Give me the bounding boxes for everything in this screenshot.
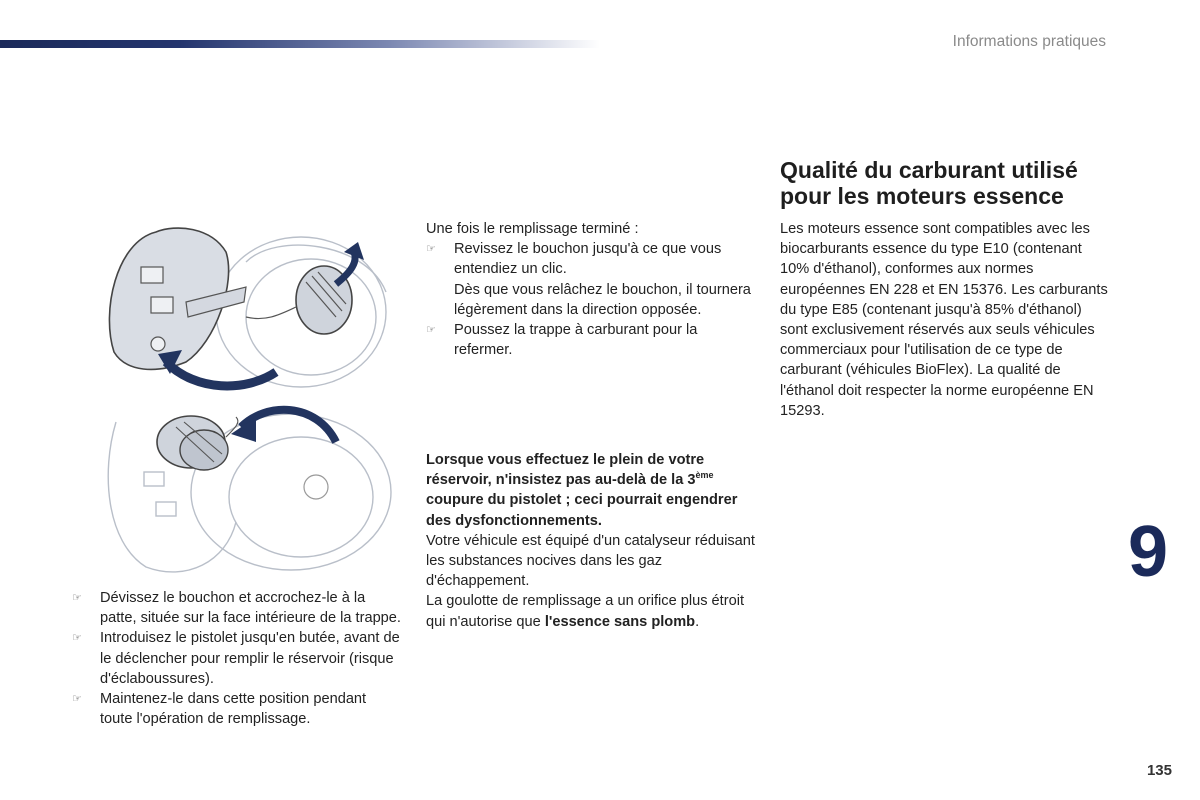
list-item <box>72 588 402 628</box>
pointing-hand-icon: ☞ <box>72 632 82 645</box>
middle-column-notes <box>426 450 756 632</box>
filler-text <box>426 591 756 631</box>
filler-end: . <box>695 613 700 630</box>
warning-part-2: coupure du pistolet ; ceci pourrait engendrer des dysfonctionnements. <box>426 492 738 529</box>
catalyst-text: Votre véhicule est équipé d'un catalyseur réduisant les substances nocives dans les gaz d'échappement. <box>426 532 755 590</box>
warning-superscript: ème <box>695 470 714 481</box>
section-title: Informations pratiques <box>952 33 1106 50</box>
fuel-cap-illustration <box>96 222 408 582</box>
fuel-quality-heading: Qualité du carburant utilisé pour les moteurs essence <box>780 157 1078 209</box>
cap-top-drawing <box>246 266 352 334</box>
header-gradient-bar <box>0 40 600 48</box>
list-item-text: Maintenez-le dans cette position pendant toute l'opération de remplissage. <box>100 691 367 728</box>
pointing-hand-icon: ☞ <box>72 693 82 706</box>
list-item-text: Introduisez le pistolet jusqu'en butée, avant de le déclencher pour remplir le réservoir (risque d'éclaboussures). <box>100 630 400 687</box>
list-item-continuation: Dès que vous relâchez le bouchon, il tournera légèrement dans la direction opposée. <box>454 281 751 318</box>
page-number: 135 <box>1146 762 1172 779</box>
left-column-instructions <box>72 588 402 729</box>
middle-column-instructions <box>426 219 756 360</box>
filler-bold: l'essence sans plomb <box>544 613 696 630</box>
list-item-text: Dévissez le bouchon et accrochez-le à la patte, située sur la face intérieure de la trappe. <box>100 590 401 627</box>
fuel-quality-body: Les moteurs essence sont compatibles avec les biocarburants essence du type E10 (contenant 10% d'éthanol), conformes aux normes européennes EN 228 et EN 15376. Les carburants du type E85 (contenant jusqu'à 85% d'éthanol) sont exclusivement réservés aux seuls véhicules commerciaux pour l'utilisation de ce type de carburant (véhicules BioFlex). La qualité de l'éthanol doit respecter la norme européenne EN 15293. <box>780 221 1108 419</box>
intro-text: Une fois le remplissage terminé : <box>426 221 639 237</box>
list-item <box>426 320 756 360</box>
list-item <box>426 239 756 279</box>
list-item-text: Poussez la trappe à carburant pour la refermer. <box>454 322 698 359</box>
pointing-hand-icon: ☞ <box>426 324 436 337</box>
list-item-text: Revissez le bouchon jusqu'à ce que vous entendiez un clic. <box>454 241 722 278</box>
warning-part-1: Lorsque vous effectuez le plein de votre réservoir, n'insistez pas au-delà de la 3 <box>426 452 705 489</box>
list-item <box>72 689 402 729</box>
pointing-hand-icon: ☞ <box>426 243 436 256</box>
warning-text <box>426 450 756 531</box>
filler-part-1: La goulotte de remplissage a un orifice plus étroit qui n'autorise que <box>426 593 745 630</box>
pointing-hand-icon: ☞ <box>72 592 82 604</box>
list-item <box>72 628 402 689</box>
flap-door-drawing <box>109 228 246 369</box>
chapter-number: 9 <box>1127 512 1168 592</box>
